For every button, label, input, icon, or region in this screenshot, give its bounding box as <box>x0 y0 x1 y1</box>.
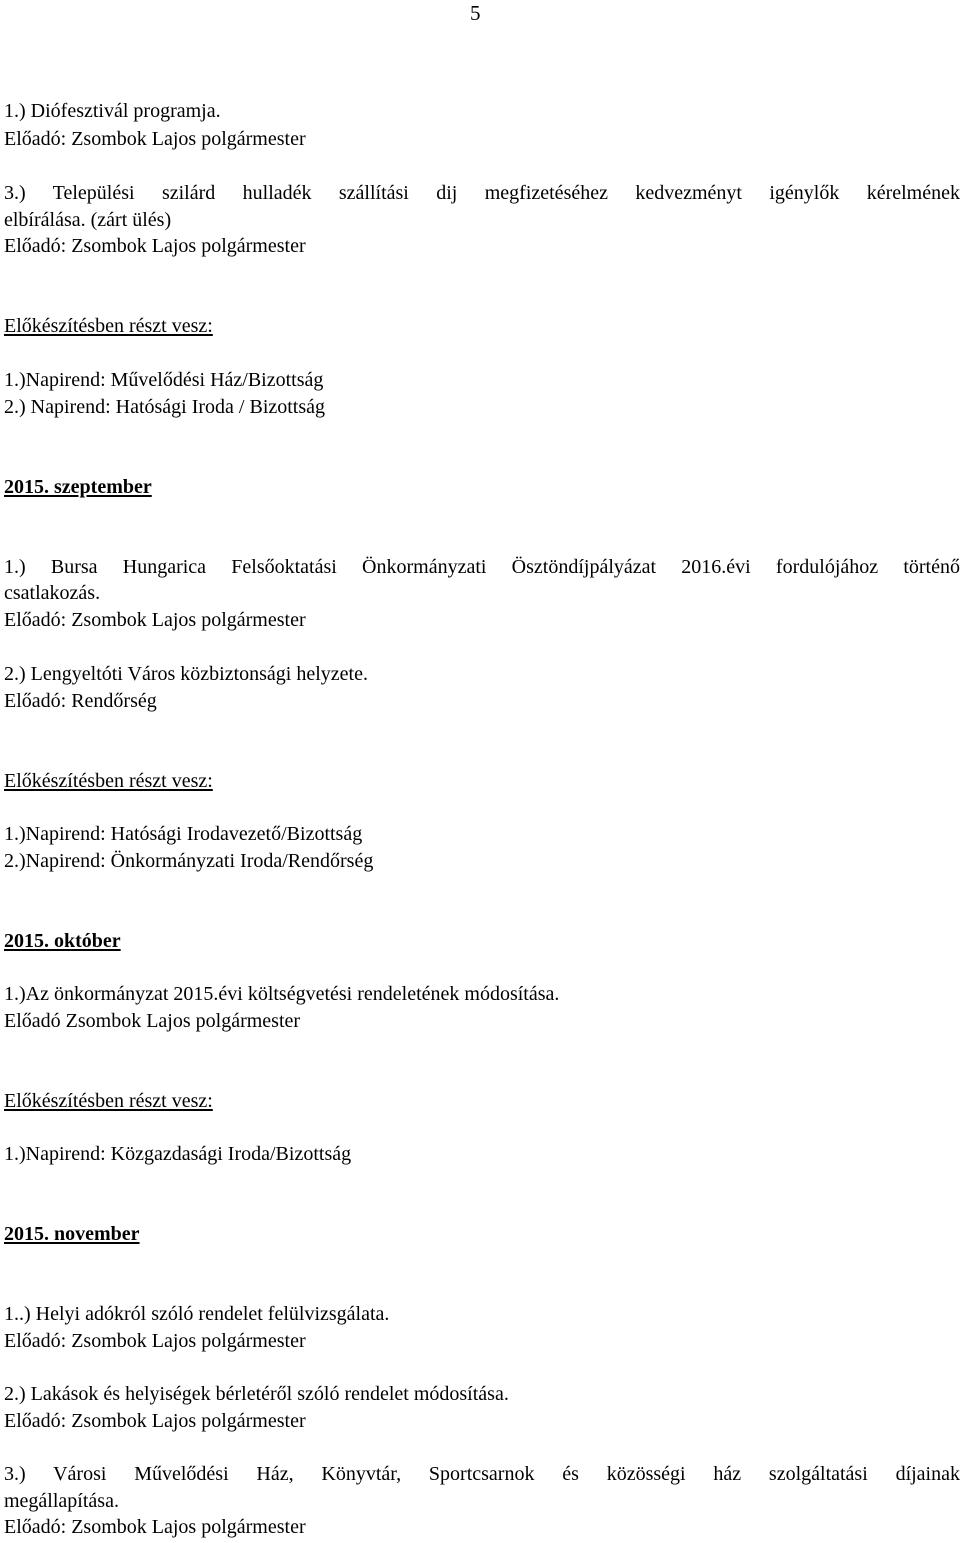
preparation-item: 1.)Napirend: Művelődési Ház/Bizottság <box>4 369 324 391</box>
preparation-item: 1.)Napirend: Közgazdasági Iroda/Bizottság <box>4 1143 352 1165</box>
presenter-line: Előadó: Zsombok Lajos polgármester <box>4 235 306 257</box>
agenda-item-bursa-cont: csatlakozás. <box>4 582 101 604</box>
agenda-item-hulladek-cont: elbírálása. (zárt ülés) <box>4 209 172 231</box>
presenter-line: Előadó: Zsombok Lajos polgármester <box>4 1410 306 1432</box>
agenda-item-kozbiztonsag: 2.) Lengyeltóti Város közbiztonsági helyzete. <box>4 663 368 685</box>
presenter-line: Előadó: Zsombok Lajos polgármester <box>4 128 306 150</box>
presenter-line: Előadó Zsombok Lajos polgármester <box>4 1010 301 1032</box>
page-number: 5 <box>470 1 481 25</box>
presenter-line: Előadó: Rendőrség <box>4 690 157 712</box>
preparation-item: 2.) Napirend: Hatósági Iroda / Bizottság <box>4 396 326 418</box>
month-heading-october: 2015. október <box>4 930 121 952</box>
agenda-item-dijak: 3.) Városi Művelődési Ház, Könyvtár, Sportcsarnok és közösségi ház szolgáltatási díjainak <box>4 1463 960 1485</box>
presenter-line: Előadó: Zsombok Lajos polgármester <box>4 1330 306 1352</box>
preparation-item: 2.)Napirend: Önkormányzati Iroda/Rendőrség <box>4 850 374 872</box>
presenter-line: Előadó: Zsombok Lajos polgármester <box>4 609 306 631</box>
preparation-heading: Előkészítésben részt vesz: <box>4 770 213 792</box>
month-heading-september: 2015. szeptember <box>4 476 152 498</box>
agenda-item-lakasok: 2.) Lakások és helyiségek bérletéről szóló rendelet módosítása. <box>4 1383 509 1405</box>
agenda-item-koltsegvetes: 1.)Az önkormányzat 2015.évi költségvetési rendeletének módosítása. <box>4 983 560 1005</box>
agenda-item-helyi-adok: 1..) Helyi adókról szóló rendelet felülvizsgálata. <box>4 1303 390 1325</box>
agenda-item-diofesztival: 1.) Diófesztivál programja. <box>4 100 221 122</box>
preparation-item: 1.)Napirend: Hatósági Irodavezető/Bizottság <box>4 823 363 845</box>
agenda-item-hulladek: 3.) Települési szilárd hulladék szállítási dij megfizetéséhez kedvezményt igénylők kérelmének <box>4 182 960 204</box>
agenda-item-dijak-cont: megállapítása. <box>4 1490 119 1512</box>
preparation-heading: Előkészítésben részt vesz: <box>4 315 213 337</box>
agenda-item-bursa: 1.) Bursa Hungarica Felsőoktatási Önkormányzati Ösztöndíjpályázat 2016.évi fordulójához történő <box>4 556 960 578</box>
month-heading-november: 2015. november <box>4 1223 140 1245</box>
presenter-line: Előadó: Zsombok Lajos polgármester <box>4 1516 306 1538</box>
preparation-heading: Előkészítésben részt vesz: <box>4 1090 213 1112</box>
